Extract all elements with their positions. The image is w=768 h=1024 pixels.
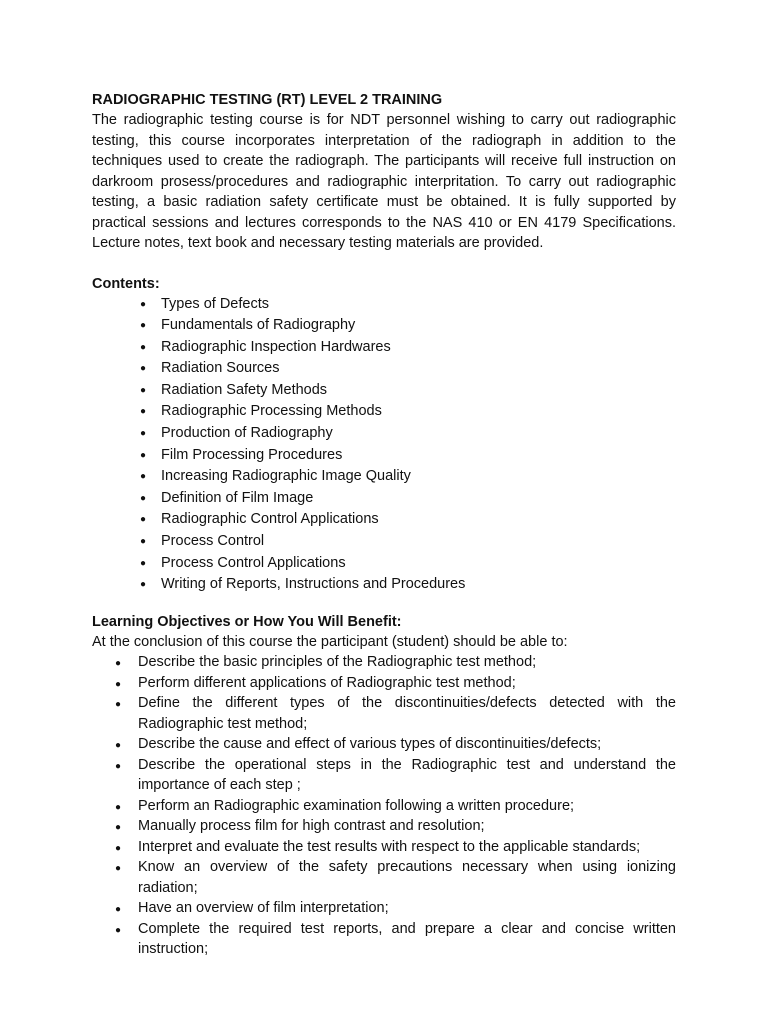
list-item-text: Writing of Reports, Instructions and Procedures — [161, 576, 466, 593]
bullet-icon: ● — [115, 822, 122, 834]
list-item-text: Process Control Applications — [161, 554, 346, 571]
bullet-icon: ● — [140, 341, 147, 353]
list-item — [92, 755, 676, 796]
list-item — [92, 445, 676, 467]
bullet-icon: ● — [115, 678, 122, 690]
list-item-text: Describe the operational steps in the Radiographic test and understand the importance of each step ; — [138, 756, 676, 794]
list-item-text: Radiation Sources — [161, 360, 280, 377]
bullet-icon: ● — [115, 699, 122, 711]
bullet-icon: ● — [140, 428, 147, 440]
list-item-text: Describe the basic principles of the Radiographic test method; — [138, 654, 537, 671]
list-item — [92, 816, 676, 837]
list-item — [92, 294, 676, 316]
list-item — [92, 466, 676, 488]
bullet-icon: ● — [115, 863, 122, 875]
contents-list — [92, 294, 676, 596]
list-item-text: Manually process film for high contrast and resolution; — [138, 818, 485, 835]
list-item-text: Define the different types of the discontinuities/defects detected with the Radiographic test method; — [138, 695, 676, 732]
list-item — [92, 509, 676, 531]
list-item-text: Increasing Radiographic Image Quality — [161, 468, 411, 485]
bullet-icon: ● — [140, 449, 147, 461]
list-item-text: Describe the cause and effect of various types of discontinuities/defects; — [138, 736, 602, 753]
list-item — [92, 337, 676, 359]
list-item-text: Perform different applications of Radiographic test method; — [138, 674, 516, 691]
list-item — [92, 574, 676, 596]
list-item-text: Perform an Radiographic examination following a written procedure; — [138, 797, 575, 814]
list-item-text: Complete the required test reports, and prepare a clear and concise written instruction; — [138, 920, 676, 958]
list-item-text: Know an overview of the safety precautions necessary when using ionizing radiation; — [138, 859, 676, 896]
list-item — [92, 857, 676, 898]
document-page — [92, 90, 676, 960]
list-item — [92, 423, 676, 445]
intro-paragraph: The radiographic testing course is for NDT personnel wishing to carry out radiographic testing, this course incorporates interpretation of the radiograph in addition to the techniques used to create the radiograph. The participants will receive full instruction on darkroom prosess/procedures and radiographic interpritation. To carry out radiographic testing, a basic radiation safety certificate must be obtained. It is fully supported by practical sessions and lectures corresponds to the NAS 410 or EN 4179 Specifications. Lecture notes, text book and necessary testing materials are provided. — [92, 112, 676, 251]
list-item — [92, 652, 676, 673]
list-item-text: Radiographic Inspection Hardwares — [161, 338, 391, 355]
list-item-text: Definition of Film Image — [161, 489, 314, 506]
list-item — [92, 837, 676, 858]
list-item — [92, 553, 676, 575]
list-item-text: Process Control — [161, 533, 265, 550]
bullet-icon: ● — [115, 760, 122, 772]
list-item-text: Radiographic Control Applications — [161, 511, 379, 528]
bullet-icon: ● — [140, 514, 147, 526]
bullet-icon: ● — [115, 801, 122, 813]
bullet-icon: ● — [140, 471, 147, 483]
bullet-icon: ● — [140, 536, 147, 548]
list-item — [92, 401, 676, 423]
contents-heading: Contents: — [92, 275, 160, 292]
objectives-list — [92, 652, 676, 960]
bullet-icon: ● — [140, 557, 147, 569]
list-item — [92, 488, 676, 510]
list-item-text: Interpret and evaluate the test results with respect to the applicable standards; — [138, 838, 641, 855]
bullet-icon: ● — [115, 740, 122, 752]
list-item — [92, 358, 676, 380]
list-item-text: Radiation Safety Methods — [161, 381, 328, 398]
objectives-intro: At the conclusion of this course the participant (student) should be able to: — [92, 633, 568, 650]
list-item-text: Radiographic Processing Methods — [161, 403, 382, 420]
list-item — [92, 693, 676, 734]
list-item — [92, 734, 676, 755]
bullet-icon: ● — [115, 658, 122, 670]
bullet-icon: ● — [115, 842, 122, 854]
document-title: RADIOGRAPHIC TESTING (RT) LEVEL 2 TRAINING — [92, 92, 443, 108]
list-item-text: Have an overview of film interpretation; — [138, 900, 389, 917]
list-item — [92, 531, 676, 553]
list-item — [92, 673, 676, 694]
list-item-text: Film Processing Procedures — [161, 446, 343, 463]
list-item — [92, 919, 676, 960]
bullet-icon: ● — [115, 924, 122, 936]
bullet-icon: ● — [140, 579, 147, 591]
bullet-icon: ● — [115, 904, 122, 916]
bullet-icon: ● — [140, 363, 147, 375]
list-item-text: Fundamentals of Radiography — [161, 317, 356, 334]
list-item-text: Production of Radiography — [161, 425, 333, 442]
bullet-icon: ● — [140, 298, 147, 310]
list-item — [92, 796, 676, 817]
list-item — [92, 380, 676, 402]
bullet-icon: ● — [140, 406, 147, 418]
bullet-icon: ● — [140, 384, 147, 396]
list-item-text: Types of Defects — [161, 295, 269, 312]
list-item — [92, 315, 676, 337]
bullet-icon: ● — [140, 492, 147, 504]
bullet-icon: ● — [140, 320, 147, 332]
list-item — [92, 898, 676, 919]
objectives-heading: Learning Objectives or How You Will Benefit: — [92, 613, 402, 630]
